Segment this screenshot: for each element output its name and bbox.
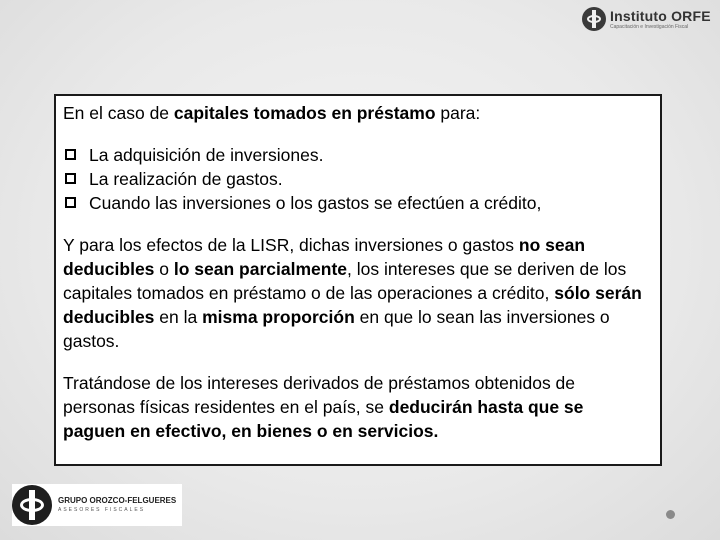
list-item: Cuando las inversiones o los gastos se efectúen a crédito, xyxy=(63,191,650,215)
grupo-orozco-felgueres-logo xyxy=(12,484,182,526)
logo-name: Instituto ORFE xyxy=(610,7,711,24)
content-box xyxy=(54,94,662,466)
logo-name: GRUPO OROZCO-FELGUERES xyxy=(58,496,177,505)
logo-subtitle: Capacitación e Investigación Fiscal xyxy=(610,23,689,30)
personas-fisicas-paragraph: Tratándose de los intereses derivados de préstamos obtenidos de personas físicas residentes en el país, se deducirán hasta que se paguen en efectivo, en bienes o en servicios. xyxy=(63,373,584,441)
logo-subtitle: ASESORES FISCALES xyxy=(58,507,146,513)
orfe-emblem-icon xyxy=(582,7,606,31)
phi-emblem-icon xyxy=(12,485,52,525)
checkbox-bullet-icon xyxy=(65,149,76,160)
checkbox-bullet-icon xyxy=(65,197,76,208)
list-item: La realización de gastos. xyxy=(63,167,650,191)
intro-paragraph: En el caso de capitales tomados en préstamo para: xyxy=(63,103,481,123)
list-item: La adquisición de inversiones. xyxy=(63,143,650,167)
checkbox-bullet-icon xyxy=(65,173,76,184)
instituto-orfe-logo xyxy=(582,4,716,34)
bullet-list xyxy=(63,143,650,215)
slide-dot-icon xyxy=(666,510,675,519)
deductibility-paragraph: Y para los efectos de la LISR, dichas inversiones o gastos no sean deducibles o lo sean parcialmente, los intereses que se deriven de los capitales tomados en préstamo o de las operaciones a crédito, sólo serán deducibles en la misma proporción en que lo sean las inversiones o gastos. xyxy=(63,235,642,351)
